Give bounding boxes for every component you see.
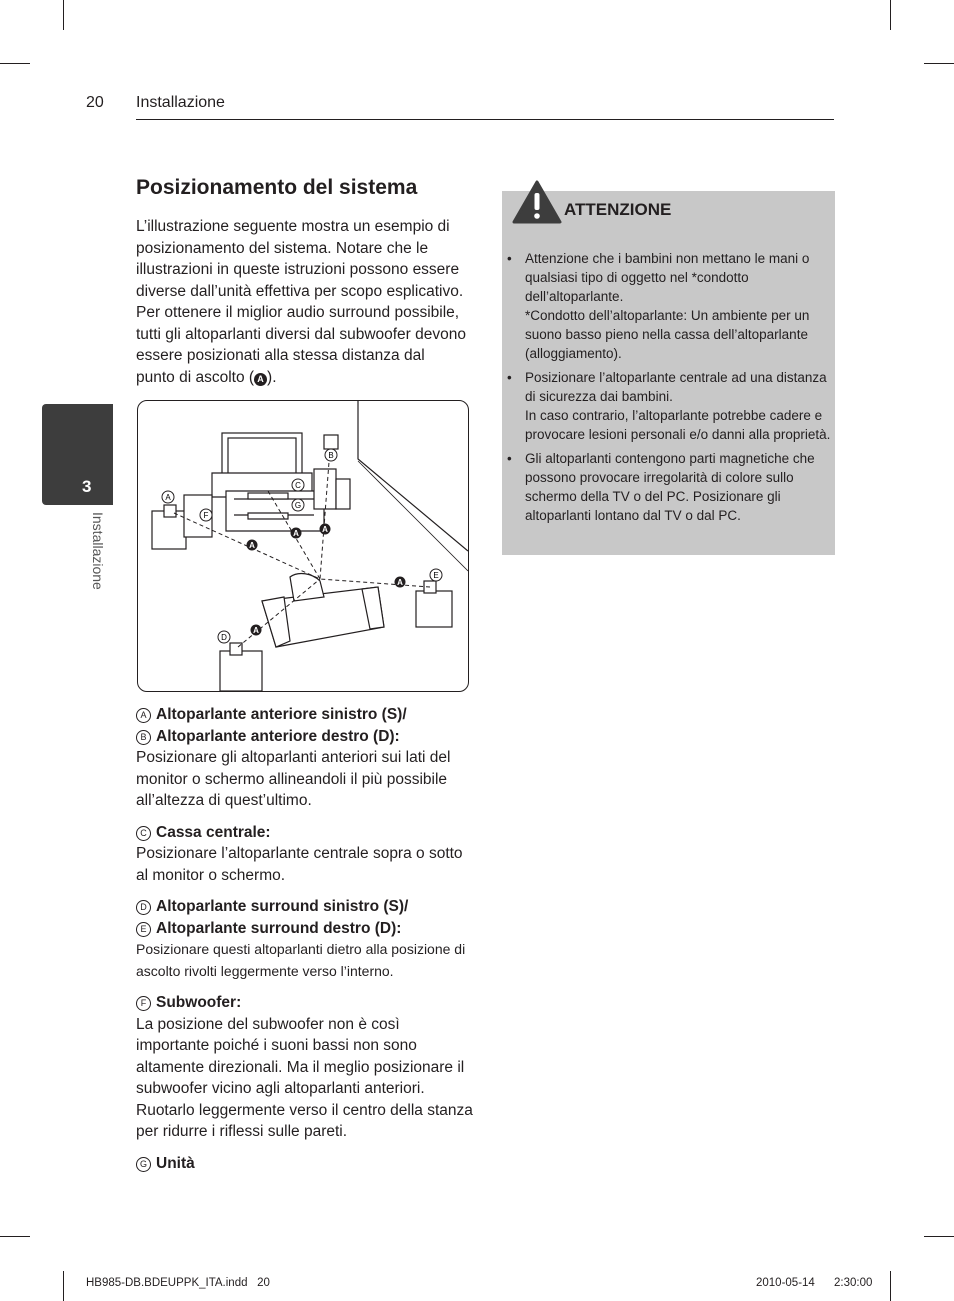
legend-letter-d: D [136, 900, 151, 915]
page-number: 20 [86, 94, 104, 111]
label-a-circle [162, 491, 174, 503]
crop-mark [890, 1271, 891, 1301]
label-c: C [295, 481, 301, 490]
svg-text:A: A [253, 626, 259, 635]
label-d: D [221, 633, 227, 642]
warning-title: ATTENZIONE [564, 200, 672, 219]
distance-marker-4 [395, 577, 406, 588]
header-section: Installazione [136, 94, 225, 111]
distance-marker-5 [251, 625, 262, 636]
warning-item: • Gli altoparlanti contengono parti magnetiche che possono provocare irregolarità di colore sullo schermo della TV o del PC. Posizionare gli altoparlanti lontano dal TV o dal PC. [507, 449, 831, 525]
distance-marker-1 [247, 540, 258, 551]
legend-title-e: Altoparlante surround destro (D): [156, 919, 402, 937]
svg-text:A: A [249, 541, 255, 550]
legend-title-g: Unità [156, 1154, 195, 1172]
intro-paragraph [136, 216, 466, 388]
footer-date: 2010-05-14 [756, 1277, 815, 1289]
legend-item-front [136, 704, 476, 812]
speaker-placement-diagram [137, 400, 469, 692]
label-b: B [328, 451, 334, 460]
legend-letter-g: G [136, 1157, 151, 1172]
legend-text-c: Posizionare l’altoparlante centrale sopra o sotto al monitor o schermo. [136, 845, 463, 884]
crop-mark [0, 1236, 30, 1237]
legend-title-d: Altoparlante surround sinistro (S)/ [156, 898, 409, 915]
chapter-number: 3 [82, 477, 92, 496]
legend-text-b: Posizionare gli altoparlanti anteriori sui lati del monitor o schermo allineandoli il più possibile all’altezza di quest’ultimo. [136, 749, 451, 809]
header-rule [136, 119, 834, 120]
room-illustration [138, 401, 468, 691]
page-title: Posizionamento del sistema [136, 176, 418, 199]
label-g-circle [292, 499, 304, 511]
chapter-tab [42, 404, 113, 505]
footer-time: 2:30:00 [834, 1277, 873, 1289]
label-f-circle [200, 509, 212, 521]
legend-title-a: Altoparlante anteriore sinistro (S)/ [156, 706, 407, 723]
label-d-circle [218, 631, 230, 643]
crop-mark [63, 0, 64, 30]
distance-marker: A [254, 373, 267, 386]
svg-text:A: A [293, 529, 299, 538]
svg-text:A: A [322, 525, 328, 534]
warning-triangle-icon [512, 180, 562, 224]
legend-title-c: Cassa centrale: [156, 823, 271, 841]
label-e: E [433, 571, 439, 580]
label-g: G [294, 501, 302, 510]
legend-letter-c: C [136, 826, 151, 841]
front-right-speaker [314, 469, 336, 509]
surround-left-speaker [220, 651, 262, 691]
warning-item: • Attenzione che i bambini non mettano le mani o qualsiasi tipo di oggetto nel *condotto dell’altoparlante. *Condotto dell’altoparlante: Un ambiente per un suono basso pieno nella cassa dell’altoparlante (alloggiamento). [507, 249, 831, 363]
label-b-circle [325, 449, 337, 461]
label-a: A [165, 493, 171, 502]
intro-end: ). [267, 368, 277, 386]
speaker-legend [136, 704, 476, 1184]
legend-letter-e: E [136, 922, 151, 937]
distance-marker-3 [320, 524, 331, 535]
warning-item: • Posizionare l’altoparlante centrale ad una distanza di sicurezza dai bambini. In caso contrario, l’altoparlante potrebbe cadere e provocare lesioni personali e/o danni alla proprietà. [507, 368, 831, 444]
label-f: F [203, 511, 209, 520]
main-unit [248, 493, 288, 499]
legend-title-f: Subwoofer: [156, 994, 242, 1011]
label-e-circle [430, 569, 442, 581]
crop-mark [924, 63, 954, 64]
chapter-label: Installazione [90, 512, 106, 590]
room-corner [358, 401, 468, 551]
legend-item-unit [136, 1153, 476, 1175]
crop-mark [890, 0, 891, 30]
legend-item-subwoofer [136, 992, 476, 1143]
legend-item-surround [136, 896, 476, 982]
legend-text-f: La posizione del subwoofer non è così importante poiché i suoni bassi non sono altamente direzionali. Ma il meglio posizionare il subwoofer vicino agli altoparlanti anteriori. Ruotarlo leggermente verso il centro della stanza per ridurre i riflessi sulle pareti. [136, 1015, 473, 1140]
svg-text:A: A [397, 578, 403, 587]
legend-item-center [136, 822, 476, 887]
legend-letter-f: F [136, 996, 151, 1011]
surround-right-speaker [416, 591, 452, 627]
distance-marker-2 [291, 528, 302, 539]
intro-text: L’illustrazione seguente mostra un esempio di posizionamento del sistema. Notare che le illustrazioni in queste istruzioni possono essere diverse dall’unità effettiva per scopo esplicativo. Per ottenere il miglior audio surround possibile, tutti gli altoparlanti diversi dal subwoofer devono essere posizionati alla stessa distanza dal punto di ascolto ( [136, 218, 466, 386]
legend-title-b: Altoparlante anteriore destro (D): [156, 727, 400, 745]
crop-mark [0, 63, 30, 64]
label-c-circle [292, 479, 304, 491]
crop-mark [924, 1236, 954, 1237]
legend-text-e: Posizionare questi altoparlanti dietro alla posizione di ascolto rivolti leggermente verso l’interno. [136, 941, 466, 979]
legend-letter-a: A [136, 708, 151, 723]
warning-list [507, 249, 831, 530]
crop-mark [63, 1271, 64, 1301]
footer-file: HB985-DB.BDEUPPK_ITA.indd 20 [86, 1277, 270, 1289]
legend-letter-b: B [136, 730, 151, 745]
